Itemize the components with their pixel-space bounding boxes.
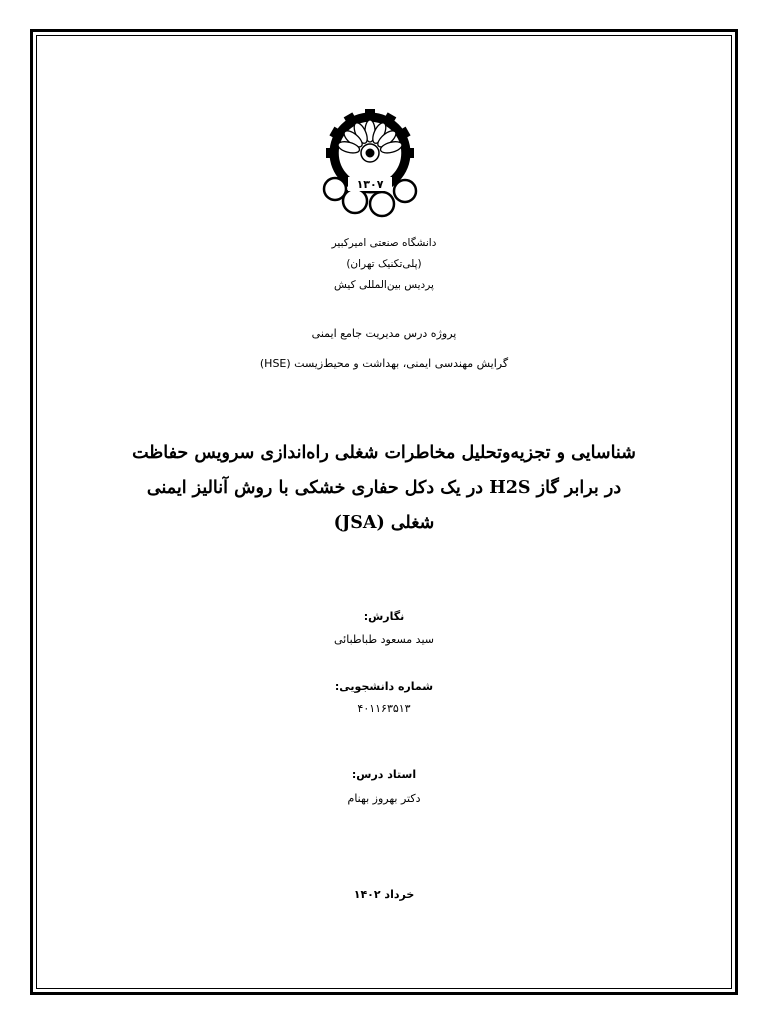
logo-year: ۱۳۰۷ — [356, 178, 384, 191]
student-id-label: شماره دانشجویی: — [334, 680, 434, 693]
university-logo — [318, 107, 422, 219]
branch-name: گرایش مهندسی ایمنی، بهداشت و محیط‌زیست (HSE) — [259, 357, 509, 370]
professor-label: استاد درس: — [351, 768, 417, 781]
course-name: پروژه درس مدیریت جامع ایمنی — [311, 327, 457, 340]
title-line-1: شناسایی و تجزیه‌وتحلیل مخاطرات شغلی راه‌اندازی سرویس حفاظت — [132, 443, 636, 463]
student-id-value: ۴۰۱۱۶۳۵۱۳ — [357, 702, 411, 715]
author-name: سید مسعود طباطبائی — [334, 633, 434, 646]
university-block — [40, 233, 728, 296]
author-label: نگارش: — [363, 610, 405, 623]
title-line-2: در برابر گاز H2S در یک دکل حفاری خشکی با روش آنالیز ایمنی — [146, 478, 622, 498]
title-line-3: شغلی (JSA) — [333, 513, 435, 533]
university-alias: (پلی‌تکنیک تهران) — [346, 258, 422, 270]
professor-name: دکتر بهروز بهنام — [347, 792, 421, 805]
campus-name: پردیس بین‌المللی کیش — [334, 279, 434, 291]
university-name: دانشگاه صنعتی امیرکبیر — [331, 237, 437, 249]
document-title — [40, 436, 728, 541]
document-date: خرداد ۱۴۰۲ — [353, 888, 415, 901]
